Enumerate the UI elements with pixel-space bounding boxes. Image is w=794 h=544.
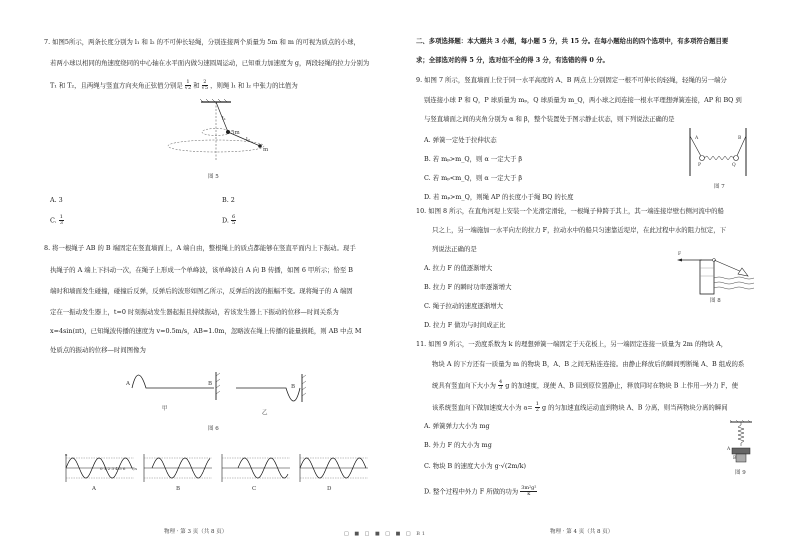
q9-line3: 与竖直墙面之间的夹角分别为 α 和 β，整个装置处于图示静止状态，则下列说法正确的是 bbox=[424, 115, 675, 123]
answer-graph-d bbox=[300, 454, 368, 482]
figure-5 bbox=[156, 102, 269, 162]
graph-label-d: D bbox=[327, 486, 332, 492]
figure-6-yi bbox=[236, 378, 306, 408]
frac-2: $\frac{2}{√5}$ bbox=[201, 79, 209, 91]
section-head-2: 求；全部选对的得 5 分，选对但不全的得 3 分，有选错的得 0 分。 bbox=[416, 56, 609, 64]
q7-option-c: C. $\frac{1}{3}$ bbox=[50, 214, 63, 226]
fig7-caption: 图 7 bbox=[714, 184, 725, 190]
graph-axis-ticks: 0 1 2 3 4 5 6 bbox=[100, 466, 126, 471]
q11-line4: 该系统竖直向下做加速度大小为 a= $\frac{1}{2}$ g 的匀加速直线运动直到物块 A、B 分离，则当两物块分离的瞬间 bbox=[432, 401, 728, 413]
q8-line4: 定在一振动发生器上，t=0 时刻振动发生器起振且持续振动，若该发生器上下振动的位移—时间关系为 bbox=[50, 308, 339, 316]
answer-graph-c bbox=[222, 454, 290, 482]
q9-line1: 9. 如图 7 所示，竖直墙面上位于同一水平高度的 A、B 两点上分别固定一根不可伸长的轻绳，轻绳的另一端分 bbox=[416, 76, 727, 84]
fig5-label-l2: l₂ bbox=[246, 137, 250, 143]
q7-option-b: B. 2 bbox=[222, 196, 235, 204]
fig8-caption: 图 8 bbox=[710, 298, 721, 304]
fig9-label-b: B bbox=[733, 456, 737, 461]
graph-axis-y: x bbox=[65, 452, 68, 457]
q10-option-c: C. 绳子拉动的速度逐渐增大 bbox=[424, 302, 504, 310]
q7-line1: 7. 如图5所示，两条长度分别为 l₁ 和 l₂ 的不可伸长轻绳，分别连接两个质量为 5m 和 m 的可视为质点的小球， bbox=[44, 38, 360, 46]
q10-option-a: A. 拉力 F 的值逐渐增大 bbox=[424, 264, 493, 272]
q11-option-c: C. 物块 B 的速度大小为 g·√(2m/k) bbox=[424, 462, 526, 470]
q11-line2: 物块 A 的下方还有一质量为 m 的物块 B，A、B 之间无粘连连接。由静止释放后的瞬间剪断绳 A、B 组成的系 bbox=[432, 360, 745, 368]
graph-label-c: C bbox=[252, 486, 257, 492]
q10-line2: 只之上，另一端施加一水平向左的拉力 F，拉动水中的船只匀速靠近堤岸，在此过程中水的阻力恒定，下 bbox=[432, 226, 727, 234]
fig9-label-a: A bbox=[727, 447, 731, 452]
frac-1: $\frac{1}{√2}$ bbox=[184, 79, 192, 91]
q8-line5: x=4sin(πt)，已知绳波传播的速度为 v=0.5m/s，AB=1.0m，忽略波在绳上传播的能量损耗，则 AB 中点 M bbox=[50, 327, 362, 335]
fig5-caption: 图 5 bbox=[208, 174, 219, 180]
left-footer: 物理 · 第 3 页（共 8 页） bbox=[164, 529, 228, 536]
graph-label-b: B bbox=[176, 486, 181, 492]
figure-8 bbox=[676, 256, 756, 296]
q9-option-d: D. 若 mₚ>m_Q，则绳 AP 的长度小于绳 BQ 的长度 bbox=[424, 193, 574, 201]
q11-option-a: A. 弹簧弹力大小为 mg bbox=[424, 422, 490, 430]
q11-line3: 统具有竖直向下大小为 $\frac{4}{3}$ g 的加速度，现使 A、B 回到原位置静止，释放同时在物块 B 上作用一外力 F，使 bbox=[432, 379, 739, 391]
q9-option-c: C. 若 mₚ<m_Q，则 α 一定大于 β bbox=[424, 174, 523, 182]
q9-line2: 别连接小球 P 和 Q，P 球质量为 mₚ，Q 球质量为 m_Q，两小球之间连接一根水平理想弹簧连接，AP 和 BQ 到 bbox=[424, 96, 742, 104]
q11-line1: 11. 如图 9 所示，一劲度系数为 k 的理想弹簧一端固定于天花板上，另一端固定连接一质量为 2m 的物块 A， bbox=[416, 340, 728, 348]
fig7-label-b: B bbox=[738, 136, 742, 141]
fig6-label-yi: 乙 bbox=[262, 410, 268, 416]
q8-line6: 处质点的振动的位移—时间图像为 bbox=[50, 346, 146, 354]
q9-option-b: B. 若 mₚ>m_Q，则 α 一定大于 β bbox=[424, 155, 523, 163]
q7-line2: 若两小球以相同的角速度绕同的中心轴在水平面内做匀速圆周运动，已知重力加速度为 g，两段轻绳的拉力分别为 bbox=[50, 59, 370, 67]
fig5-label-m: m bbox=[263, 147, 269, 153]
answer-graph-b bbox=[144, 454, 212, 482]
q10-line3: 列说法正确的是 bbox=[432, 245, 477, 253]
q10-option-d: D. 拉力 F 做功与时间成正比 bbox=[424, 321, 506, 329]
fig6-label-b1: B bbox=[208, 381, 213, 387]
figure-9 bbox=[722, 420, 762, 470]
q10-option-b: B. 拉力 F 的瞬时功率逐渐增大 bbox=[424, 283, 512, 291]
fig6-label-b2: B bbox=[291, 384, 296, 390]
fig7-label-p: P bbox=[698, 163, 702, 168]
fig5-label-l1: l₁ bbox=[222, 116, 226, 122]
fig6-label-jia: 甲 bbox=[162, 406, 168, 412]
q7-option-a: A. 3 bbox=[50, 196, 63, 204]
q7-option-d: D. $\frac{6}{5}$ bbox=[222, 214, 236, 226]
right-page bbox=[402, 0, 762, 544]
graph-axis-x: t/s bbox=[132, 466, 138, 471]
fig7-label-a: A bbox=[695, 136, 699, 141]
fig5-label-5m: 5m bbox=[231, 130, 240, 136]
right-footer: 物理 · 第 4 页（共 8 页） bbox=[550, 529, 614, 536]
q10-line1: 10. 如图 8 所示，在直角河堤上安装一个光滑定滑轮，一根绳子伸跨于其上，其一端连接岸壁右侧河流中的船 bbox=[416, 207, 724, 215]
fig9-caption: 图 9 bbox=[735, 470, 746, 476]
graph-label-a: A bbox=[92, 486, 96, 492]
fig6-label-a: A bbox=[126, 381, 130, 387]
fig8-label-f: F bbox=[678, 252, 682, 257]
answer-graphs bbox=[60, 452, 400, 490]
q7-line3: T₁ 和 T₂，且两绳与竖直方向夹角正弦值分别是 $\frac{1}{√2}$ 和 $\frac{2}{√5}$ ，则绳 l₁ 和 l₂ 中张力的比值为 bbox=[50, 79, 298, 91]
q9-option-a: A. 弹簧一定处于拉伸状态 bbox=[424, 136, 497, 144]
left-page bbox=[36, 0, 396, 544]
fig6-caption: 图 6 bbox=[208, 426, 219, 432]
fig7-label-q: Q bbox=[732, 163, 736, 168]
q8-line2: 执绳子的 A 端上下抖动一次，在绳子上形成一个单峰波，该单峰波自 A 向 B 传播，如图 6 甲所示；恰至 B bbox=[50, 266, 353, 274]
section-head-1: 二、多项选择题：本大题共 3 小题，每小题 5 分，共 15 分。在每小题给出的四个选项中，有多项符合题目要 bbox=[416, 37, 729, 45]
q8-line1: 8. 将一根绳子 AB 的 B 端固定在竖直墙面上，A 端自由，整根绳上的质点都能够在竖直平面内上下振动。现手 bbox=[44, 244, 356, 252]
q8-line3: 端时和墙面发生碰撞，碰撞后反弹，反弹后的波形如图乙所示，反弹后的波的振幅不变。现将绳子的 A 端固 bbox=[50, 287, 353, 295]
q11-option-d: D. 整个过程中外力 F 所做的功为 $\frac{\text{3m²g²}}{k}$ bbox=[424, 485, 537, 497]
q11-option-b: B. 外力 F 的大小为 mg bbox=[424, 441, 492, 449]
center-marker: □ ■ □ ■ □ ■ □ B1 bbox=[344, 530, 428, 537]
